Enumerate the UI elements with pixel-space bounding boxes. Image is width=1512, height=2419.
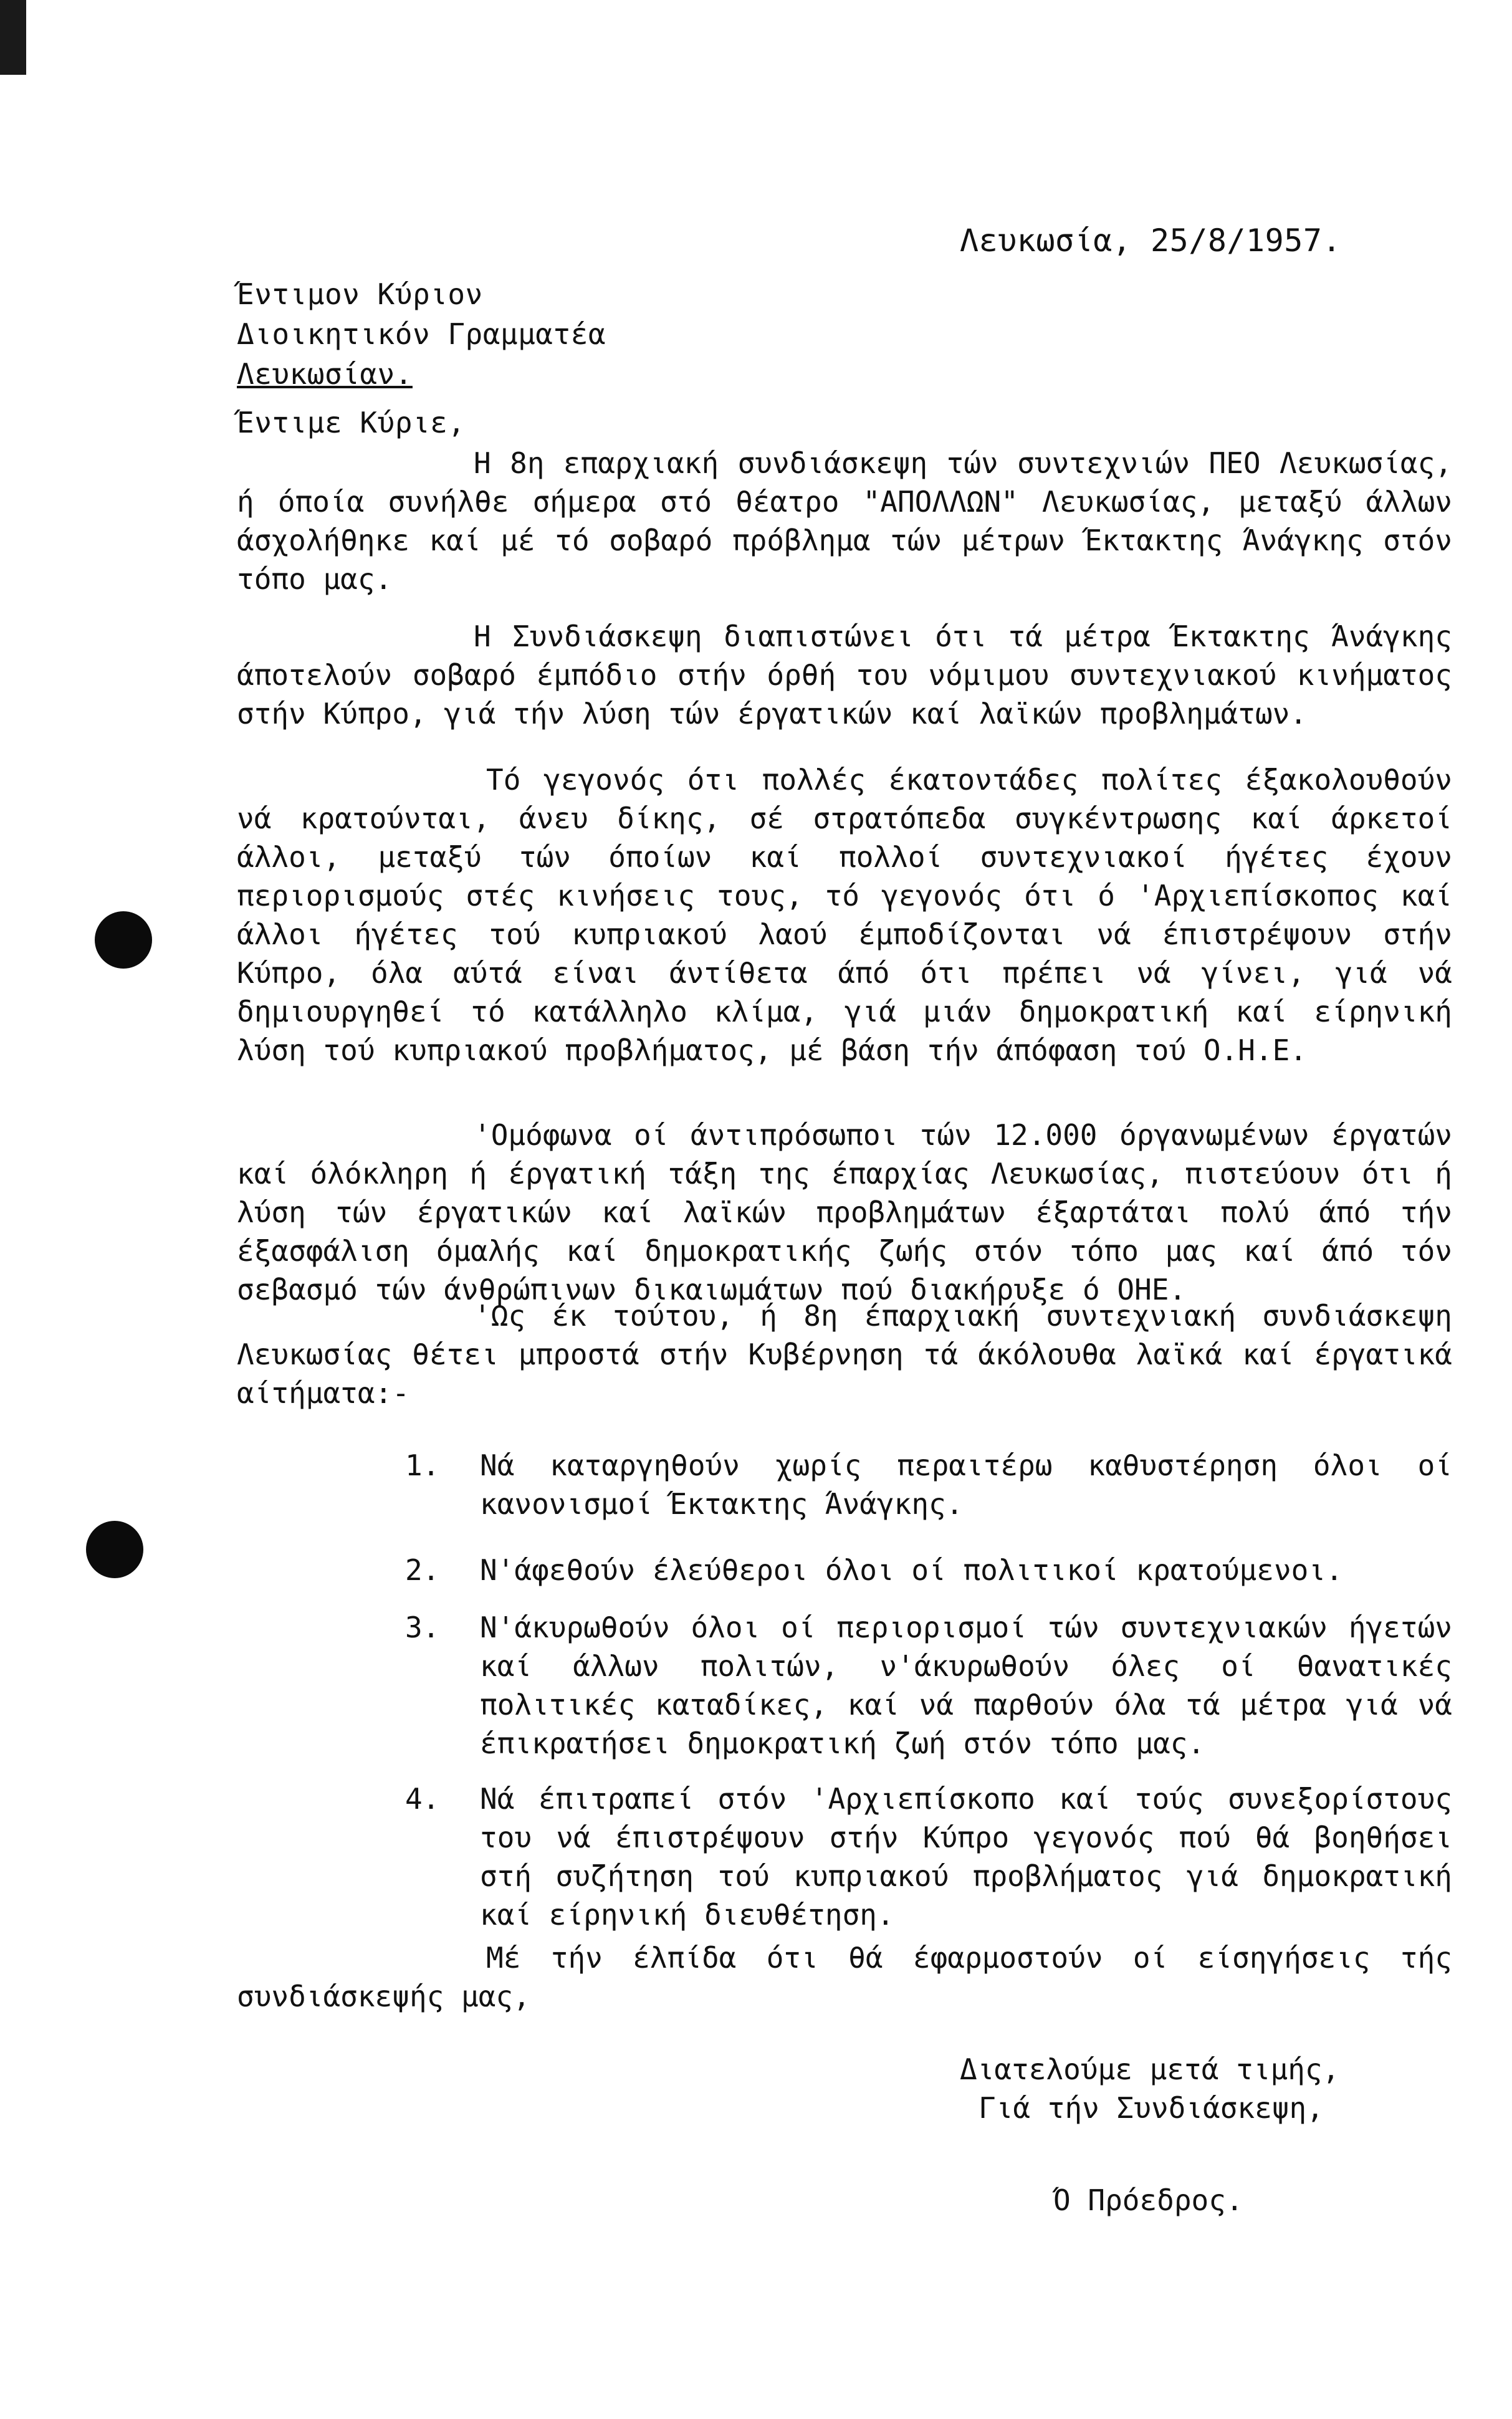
punch-hole — [95, 911, 152, 969]
recipient-line-1: Έντιμον Κύριον — [237, 277, 483, 311]
demand-text: Νά έπιτραπεί στόν 'Αρχιεπίσκοπο καί τούς συνεξορίστους του νά έπιστρέψουν στήν Κύπρο γεγονός πού θά βοηθήσει στή συζήτηση τού κυπριακού προβλήματος γιά δημοκρατική καί είρηνική διευθέτηση. — [480, 1782, 1452, 1932]
date-line: Λευκωσία, 25/8/1957. — [960, 223, 1342, 259]
paragraph-4: 'Ομόφωνα οί άντιπρόσωποι τών 12.000 όργανωμένων έργατών καί όλόκληρη ή έργατική τάξη της έπαρχίας Λευκωσίας, πιστεύουν ότι ή λύση τών έργατικών καί λαϊκών προβλημάτων έξαρτάται πολύ άπό τήν έξασφάλιση όμαλής καί δημοκρατικής ζωής στόν τόπο μας καί άπό τόν σεβασμό τών άνθρώπινων δικαιωμάτων πού διακήρυξε ό ΟΗΕ. — [237, 1118, 1452, 1306]
demand-item — [405, 1780, 1465, 1935]
signoff-line-2: Γιά τήν Συνδιάσκεψη, — [978, 2091, 1324, 2125]
demand-number: 1. — [405, 1449, 440, 1482]
demand-text: Ν'άκυρωθούν όλοι οί περιορισμοί τών συντεχνιακών ήγετών καί άλλων πολιτών, ν'άκυρωθούν όλες οί θανατικές πολιτικές καταδίκες, καί νά παρθούν όλα τά μέτρα γιά νά έπικρατήσει δημοκρατική ζωή στόν τόπο μας. — [480, 1611, 1452, 1760]
scan-edge-mark — [0, 0, 26, 75]
paragraph-5: 'Ως έκ τούτου, ή 8η έπαρχιακή συντεχνιακή συνδιάσκεψη Λευκωσίας θέτει μπροστά στήν Κυβέρνηση τά άκόλουθα λαϊκά καί έργατικά αίτήματα:- — [237, 1299, 1452, 1410]
closing-paragraph: Μέ τήν έλπίδα ότι θά έφαρμοστούν οί είσηγήσεις τής συνδιάσκεψής μας, — [237, 1941, 1452, 2013]
recipient-line-3: Λευκωσίαν. — [237, 357, 413, 391]
paragraph-3: Τό γεγονός ότι πολλές έκατοντάδες πολίτες έξακολουθούν νά κρατούνται, άνευ δίκης, σέ στρατόπεδα συγκέντρωσης καί άρκετοί άλλοι, μεταξύ τών όποίων καί πολλοί συντεχνιακοί ήγέτες έχουν περιορισμούς στές κινήσεις τους, τό γεγονός ότι ό 'Αρχιεπίσκοπος καί άλλοι ήγέτες τού κυπριακού λαού έμποδίζονται νά έπιστρέψουν στήν Κύπρο, όλα αύτά είναι άντίθετα άπό ότι πρέπει νά γίνει, γιά νά δημιουργηθεί τό κατάλληλο κλίμα, γιά μιάν δημοκρατική καί είρηνική λύση τού κυπριακού προβλήματος, μέ βάση τήν άπόφαση τού Ο.Η.Ε. — [237, 763, 1452, 1067]
punch-hole — [86, 1521, 143, 1578]
signoff-line-1: Διατελούμε μετά τιμής, — [960, 2053, 1340, 2086]
demand-number: 4. — [405, 1782, 440, 1816]
demand-number: 2. — [405, 1553, 440, 1587]
recipient-line-2: Διοικητικόν Γραμματέα — [237, 317, 606, 351]
demand-item — [405, 1608, 1465, 1764]
salutation: Έντιμε Κύριε, — [237, 406, 466, 439]
demand-number: 3. — [405, 1611, 440, 1644]
demand-text: Νά καταργηθούν χωρίς περαιτέρω καθυστέρηση όλοι οί κανονισμοί Έκτακτης Άνάγκης. — [480, 1449, 1452, 1521]
demand-item — [405, 1446, 1465, 1527]
paragraph-2: Η Συνδιάσκεψη διαπιστώνει ότι τά μέτρα Έκτακτης Άνάγκης άποτελούν σοβαρό έμπόδιο στήν όρθή του νόμιμου συντεχνιακού κινήματος στήν Κύπρο, γιά τήν λύση τών έργατικών καί λαϊκών προβλημάτων. — [237, 620, 1452, 730]
signature-title: Ό Πρόεδρος. — [1053, 2183, 1243, 2217]
demand-item — [405, 1551, 1465, 1594]
paragraph-1: Η 8η επαρχιακή συνδιάσκεψη τών συντεχνιών ΠΕΟ Λευκωσίας, ή όποία συνήλθε σήμερα στό θέατρο "ΑΠΟΛΛΩΝ" Λευκωσίας, μεταξύ άλλων άσχολήθηκε καί μέ τό σοβαρό πρόβλημα τών μέτρων Έκτακτης Άνάγκης στόν τόπο μας. — [237, 446, 1452, 596]
demand-text: Ν'άφεθούν έλεύθεροι όλοι οί πολιτικοί κρατούμενοι. — [480, 1553, 1343, 1587]
